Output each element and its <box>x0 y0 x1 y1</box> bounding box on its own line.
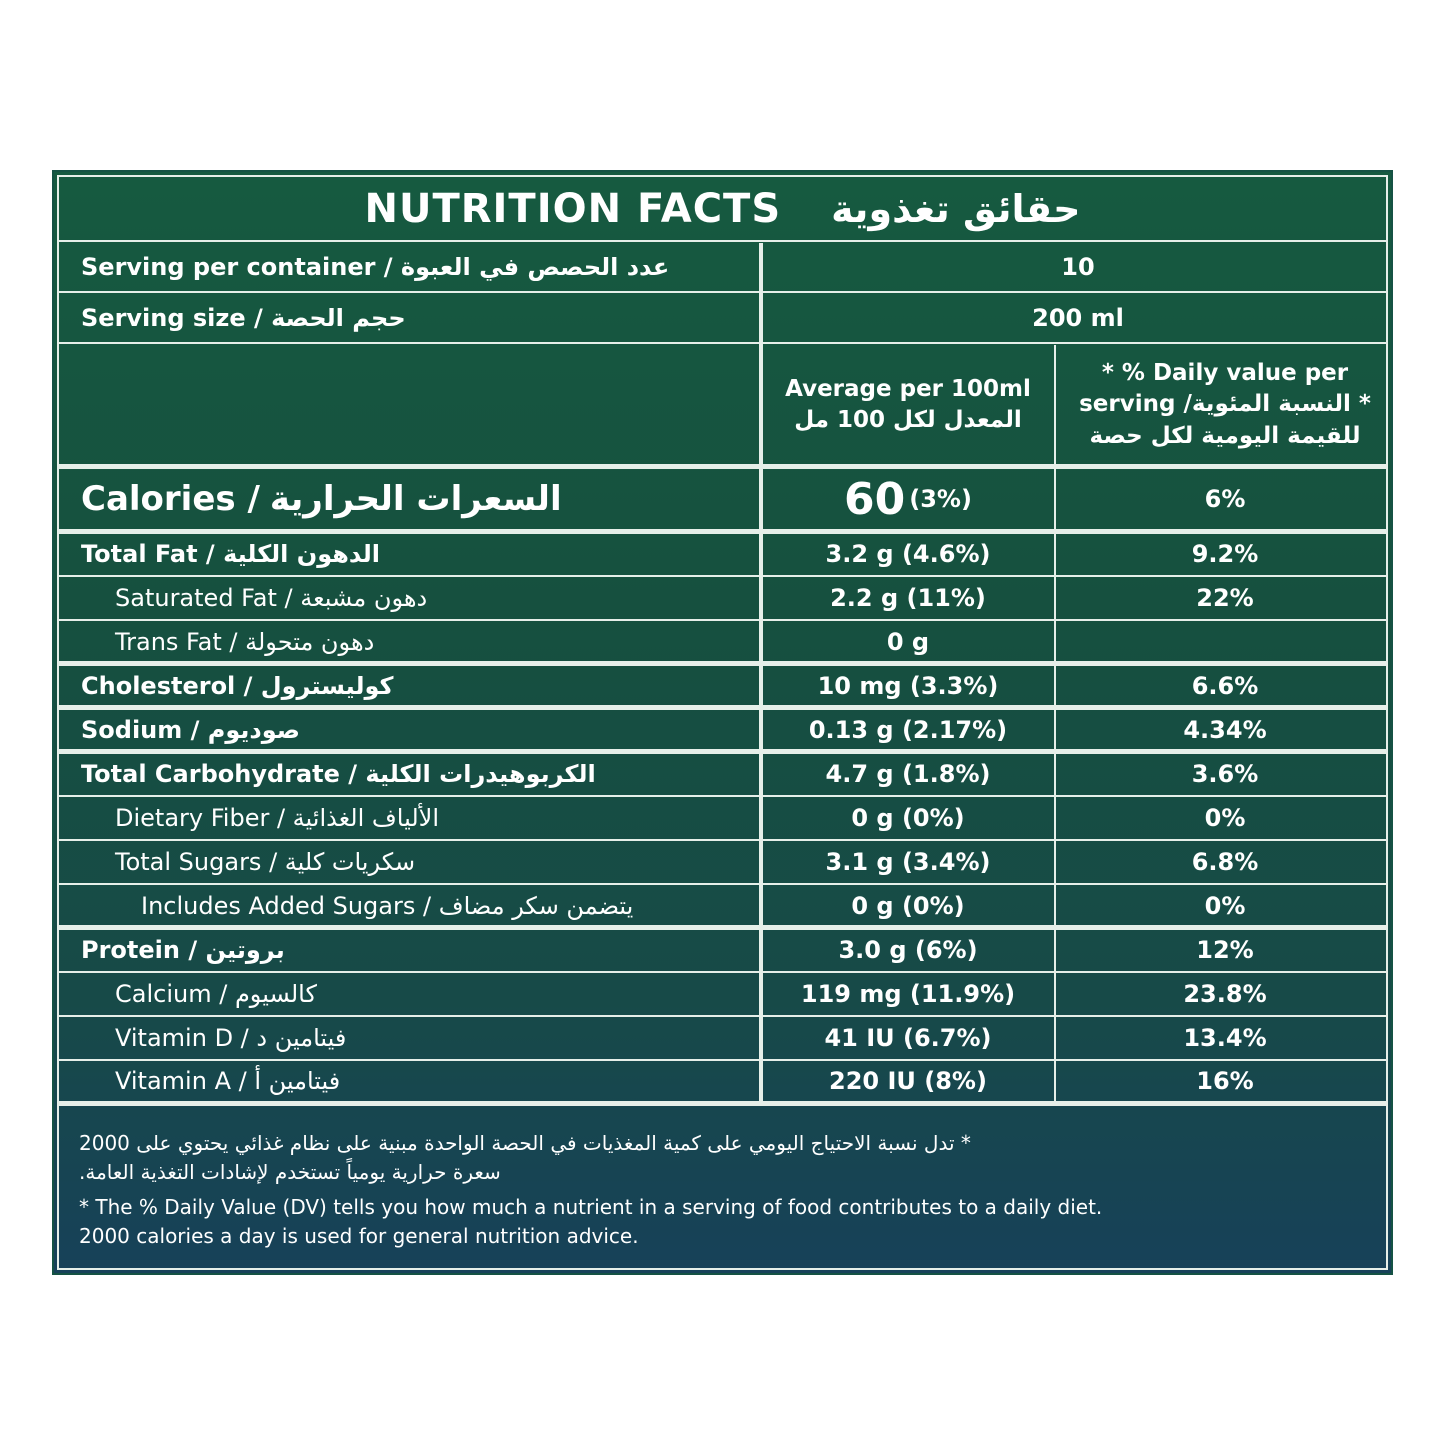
nutrient-avg: 10 mg (3.3%) <box>817 672 999 700</box>
footer-notes <box>79 1129 1366 1251</box>
calories-value-cell <box>762 469 1054 529</box>
daily-value-header <box>1056 345 1394 465</box>
avg-header-ar: المعدل لكل 100 مل <box>794 407 1022 433</box>
nutrient-dv <box>1056 620 1394 664</box>
nutrient-label: Trans Fat / دهون متحولة <box>115 628 375 656</box>
calories-dv: 6% <box>1204 485 1246 513</box>
nutrient-label: Vitamin A / فيتامين أ <box>115 1066 341 1095</box>
nutrient-dv: 13.4% <box>1183 1024 1267 1052</box>
nutrient-label: Dietary Fiber / الألياف الغذائية <box>115 804 440 832</box>
dv-header-line3: للقيمة اليومية لكل حصة <box>1089 422 1361 449</box>
avg-header-en: Average per 100ml <box>785 375 1031 402</box>
nutrient-dv: 12% <box>1196 936 1254 964</box>
nutrient-dv: 22% <box>1196 584 1254 612</box>
nutrient-avg: 41 IU (6.7%) <box>824 1024 992 1052</box>
nutrient-dv: 9.2% <box>1191 540 1259 568</box>
nutrient-label: Total Fat / الدهون الكلية <box>81 540 381 568</box>
footer-ar-line1: * تدل نسبة الاحتياج اليومي على كمية المغذيات في الحصة الواحدة مبنية على نظام غذائي يحتوي على 2000 <box>79 1131 971 1155</box>
nutrient-avg: 3.0 g (6%) <box>838 936 978 964</box>
nutrient-dv: 23.8% <box>1183 980 1267 1008</box>
calories-label-ar: السعرات الحرارية <box>269 479 562 519</box>
nutrient-avg: 4.7 g (1.8%) <box>825 760 991 788</box>
nutrient-dv: 6.6% <box>1191 672 1259 700</box>
nutrient-label: Total Carbohydrate / الكربوهيدرات الكلية <box>81 760 596 788</box>
nutrient-avg: 0 g <box>886 628 930 656</box>
calories-label-en: Calories / <box>81 479 260 519</box>
nutrient-avg: 119 mg (11.9%) <box>800 980 1016 1008</box>
footer-en-line1: * The % Daily Value (DV) tells you how much a nutrient in a serving of food contributes to a daily diet. <box>79 1195 1103 1219</box>
serving-per-container-label: Serving per container / عدد الحصص في العبوة <box>81 253 670 281</box>
nutrient-label: Cholesterol / كوليسترول <box>81 672 394 700</box>
nutrient-label: Calcium / كالسيوم <box>115 980 317 1008</box>
nutrient-label: Sodium / صوديوم <box>81 716 300 744</box>
nutrient-avg: 3.1 g (3.4%) <box>825 848 991 876</box>
divider <box>59 240 1386 242</box>
divider-thick <box>59 529 1386 534</box>
title-bar <box>59 177 1386 240</box>
nutrient-dv: 16% <box>1196 1066 1254 1095</box>
divider-thick <box>59 1101 1386 1106</box>
serving-per-container-value: 10 <box>1061 253 1095 281</box>
nutrient-avg: 220 IU (8%) <box>829 1066 987 1095</box>
dv-header-line1: * % Daily value per <box>1101 360 1349 387</box>
footer-ar-line2: سعرة حرارية يومياً تستخدم لإشادات التغذية العامة. <box>79 1160 501 1184</box>
footer-en-line2: 2000 calories a day is used for general nutrition advice. <box>79 1224 639 1248</box>
calories-percent: (3%) <box>909 485 972 513</box>
calories-label <box>81 469 761 529</box>
nutrition-table <box>57 175 1388 1270</box>
nutrient-label: Total Sugars / سكريات كلية <box>115 848 416 876</box>
nutrient-dv: 4.34% <box>1183 716 1267 744</box>
nutrient-label: Vitamin D / فيتامين د <box>115 1024 347 1052</box>
divider <box>59 342 1386 344</box>
nutrient-dv: 6.8% <box>1191 848 1259 876</box>
nutrient-avg: 0 g (0%) <box>851 892 965 920</box>
title-en: NUTRITION FACTS <box>364 185 782 232</box>
avg-per-100ml-header <box>762 345 1054 465</box>
nutrient-dv: 3.6% <box>1191 760 1259 788</box>
nutrient-label: Protein / بروتين <box>81 936 285 964</box>
nutrient-avg: 3.2 g (4.6%) <box>825 540 991 568</box>
nutrition-label <box>52 170 1393 1275</box>
nutrient-label: Saturated Fat / دهون مشبعة <box>115 584 428 612</box>
nutrient-dv: 0% <box>1204 892 1246 920</box>
nutrient-dv: 0% <box>1204 804 1246 832</box>
calories-value: 60 <box>844 473 906 525</box>
divider <box>59 291 1386 293</box>
serving-size-value: 200 ml <box>1032 304 1124 332</box>
dv-header-line2: serving /النسبة المئوية * <box>1079 391 1371 418</box>
nutrient-avg: 0 g (0%) <box>851 804 965 832</box>
serving-size-label: Serving size / حجم الحصة <box>81 304 406 332</box>
nutrient-avg: 2.2 g (11%) <box>830 584 986 612</box>
title-ar: حقائق تغذوية <box>831 186 1081 231</box>
nutrient-avg: 0.13 g (2.17%) <box>808 716 1008 744</box>
nutrient-label: Includes Added Sugars / يتضمن سكر مضاف <box>141 892 634 920</box>
